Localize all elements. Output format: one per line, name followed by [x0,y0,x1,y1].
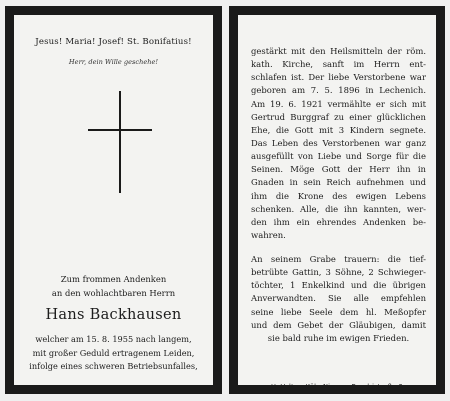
death-line: mit großer Geduld ertragenem Leiden, [32,347,195,358]
death-line: infolge eines schweren Betriebsunfalles, [29,361,198,371]
death-line: welcher am 15. 8. 1955 nach langem, [35,334,192,344]
bio-line: Gnaden in sein Reich aufnehmen und [251,177,426,188]
bio-line: schlafen ist. Der liebe Verstorbene war [251,72,426,83]
bio-line: gestärkt mit den Heilsmitteln der röm. [251,46,426,56]
mourners-text [251,253,426,345]
mourners-line: An seinem Grabe trauern: die tief- [251,254,426,264]
mourners-line: seine liebe Seele dem hl. Meßopfer [251,306,426,317]
memory-line: Zum frommen Andenken [60,274,167,284]
mourners-line: betrübte Gattin, 3 Söhne, 2 Schwieger- [251,267,426,278]
bio-line: den ihm ein ehrendes Andenken be- [251,216,426,227]
saints-invocation: Jesus! Maria! Josef! St. Bonifatius! [35,37,192,47]
mourners-line: und dem Gebet der Gläubigen, damit [251,319,426,330]
biography-text [251,45,426,242]
memorial-card-front [5,6,222,394]
cross-icon [88,91,152,193]
motto: Herr, dein Wille geschehe! [68,58,159,66]
bio-line: schenken. Alle, die ihn kannten, wer- [251,203,426,214]
bio-line: Das Leben des Verstorbenen war ganz [251,137,426,148]
mourners-line: sie bald ruhe im ewigen Frieden. [267,332,410,343]
bio-line: Gertrud Burggraf zu einer glücklichen [251,111,426,122]
mourners-line: Anverwandten. Sie alle empfehlen [251,293,426,304]
memory-line: an den wohlachtbaren Herrn [51,287,176,298]
printer-imprint: H. Velter, Köln-Nippes, Baudristraße 2 [270,383,404,391]
bio-line: Am 19. 6. 1921 vermählte er sich mit [251,98,426,109]
bio-line: kath. Kirche, sanft im Herrn ent- [251,59,426,70]
bio-line: geboren am 7. 5. 1896 in Lechenich. [251,85,426,96]
bio-line: ausgefüllt von Liebe und Sorge für die [251,151,426,162]
death-notice [20,333,207,374]
deceased-name: Hans Backhausen [45,307,182,323]
bio-line: wahren. [251,229,286,240]
memorial-card-back [229,6,445,394]
mourners-line: töchter, 1 Enkelkind und die übrigen [251,280,426,291]
bio-line: Ehe, die Gott mit 3 Kindern segnete. [251,124,426,135]
memory-dedication [14,273,213,300]
bio-line: ihm die Krone des ewigen Lebens [251,190,426,201]
bio-line: Seinen. Möge Gott der Herr ihn in [251,164,426,175]
